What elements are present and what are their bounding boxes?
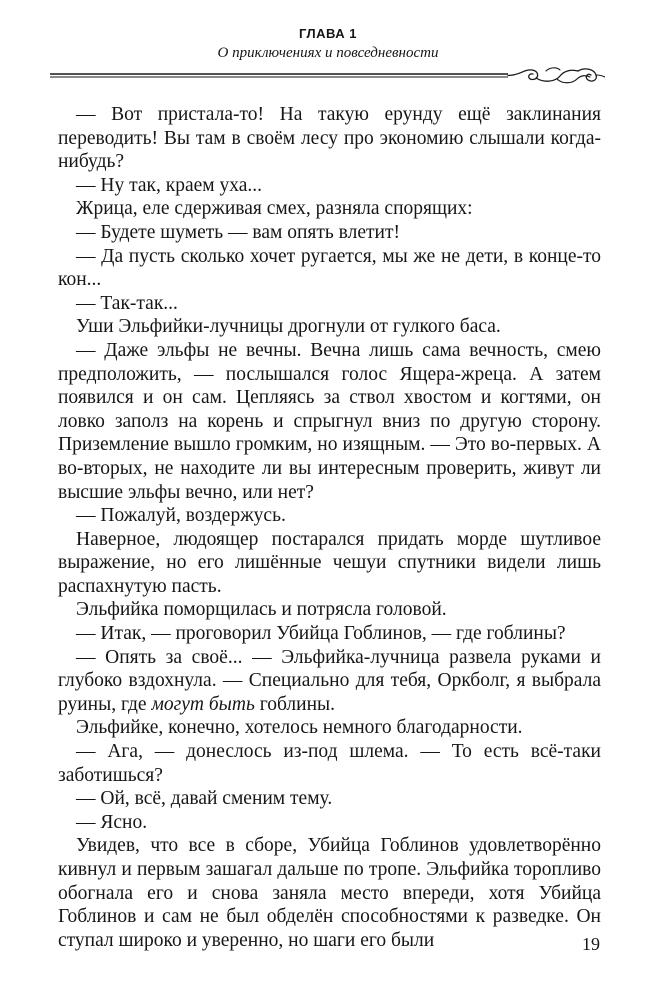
paragraph-7: Уши Эльфийки-лучницы дрогнули от гулкого баса.	[76, 316, 501, 338]
running-header	[0, 26, 656, 64]
floral-scroll-ornament-icon	[508, 68, 605, 83]
paragraph-8: — Даже эльфы не вечны. Вечна лишь сама вечность, смею предположить, — послышался голос Ящера-жреца. А затем появился и он сам. Цепляясь за ствол хвостом и когтями, он ловко заполз на корень и спрыгнул вниз по другую сторону. Приземление вышло громким, но изящным. — Это во-первых. А во-вторых, не находите ли вы интересным проверить, живут ли высшие эльфы вечно, или нет?	[58, 339, 601, 503]
paragraph-13	[58, 646, 601, 717]
paragraph-13-before: — Опять за своё... — Эльфийка-лучница развела руками и глубоко вздохнула. — Специально для тебя, Оркболг, я выбрала руины, где	[58, 646, 601, 715]
chapter-label: ГЛАВА 1	[298, 26, 358, 41]
paragraph-1: — Вот пристала-то! На такую ерунду ещё заклинания переводить! Вы там в своём лесу про экономию слышали когда-нибудь?	[58, 104, 601, 173]
paragraph-18: Увидев, что все в сборе, Убийца Гоблинов удовлетворённо кивнул и первым зашагал дальше по тропе. Эльфийка торопливо обогнала его и снова заняла место впереди, хотя Убийца Гоблинов и сам не был обделён способностями к разведке. Он ступал широко и уверенно, но шаги его были	[58, 835, 601, 951]
paragraph-17: — Ясно.	[76, 811, 148, 833]
page-number: 19	[582, 934, 600, 954]
emphasis-text: могут быть	[151, 693, 255, 715]
paragraph-2: — Ну так, краем уха...	[76, 174, 262, 196]
paragraph-4: — Будете шуметь — вам опять влетит!	[76, 221, 400, 243]
paragraph-6: — Так-так...	[76, 292, 178, 314]
paragraph-10: Наверное, людоящер постарался придать морде шутливое выражение, но его лишённые чешуи спутники видели лишь распахнутую пасть.	[58, 528, 601, 597]
paragraph-15: — Ага, — донеслось из-под шлема. — То есть всё-таки заботишься?	[58, 741, 601, 786]
paragraph-11: Эльфийка поморщилась и потрясла головой.	[76, 599, 447, 621]
paragraph-3: Жрица, еле сдерживая смех, разняла спорящих:	[76, 198, 473, 220]
paragraph-5: — Да пусть сколько хочет ругается, мы же не дети, в конце-то кон...	[58, 245, 601, 291]
paragraph-16: — Ой, всё, давай сменим тему.	[76, 788, 333, 810]
chapter-title: О приключениях и повседневности	[217, 45, 439, 61]
paragraph-12: — Итак, — проговорил Убийца Гоблинов, — где гоблины?	[76, 623, 566, 645]
paragraph-9: — Пожалуй, воздержусь.	[76, 505, 286, 527]
paragraph-13-after: гоблины.	[254, 693, 335, 715]
header-ornament-rule	[50, 66, 605, 86]
paragraph-14: Эльфийке, конечно, хотелось немного благодарности.	[76, 717, 523, 739]
body-text	[58, 103, 601, 952]
